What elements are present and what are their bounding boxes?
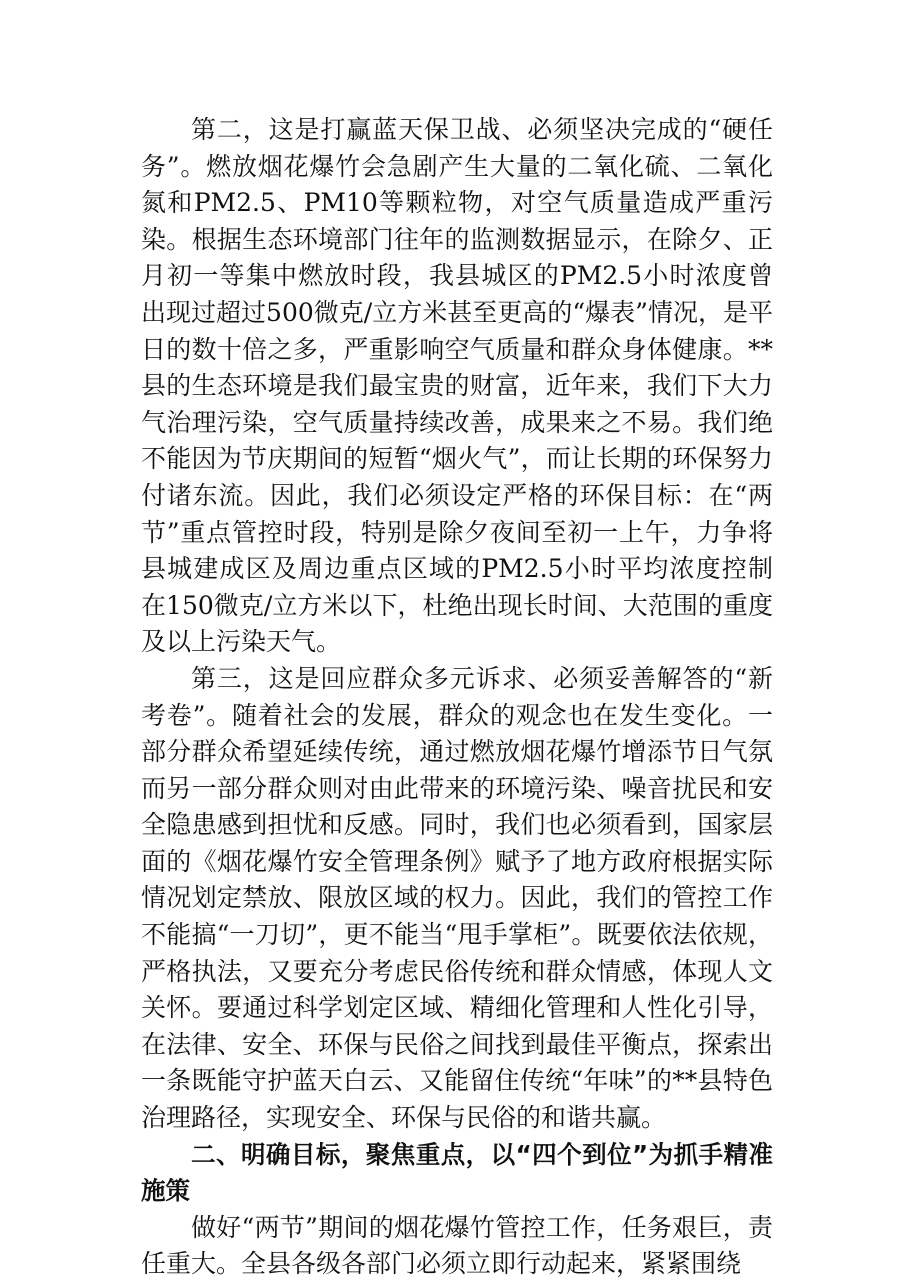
paragraph-section-intro: 做好“两节”期间的烟花爆竹管控工作，任务艰巨，责任重大。全县各级各部门必须立即行动起来，紧紧围绕: [141, 1212, 773, 1279]
section-heading: 二、明确目标，聚焦重点，以“四个到位”为抓手精准施策: [141, 1139, 773, 1206]
paragraph-second-point: 第二，这是打赢蓝天保卫战、必须坚决完成的“硬任务”。燃放烟花爆竹会急剧产生大量的二氧化硫、二氧化氮和PM2.5、PM10等颗粒物，对空气质量造成严重污染。根据生态环境部门往年的监测数据显示，在除夕、正月初一等集中燃放时段，我县城区的PM2.5小时浓度曾出现过超过500微克/立方米甚至更高的“爆表”情况，是平日的数十倍之多，严重影响空气质量和群众身体健康。**县的生态环境是我们最宝贵的财富，近年来，我们下大力气治理污染，空气质量持续改善，成果来之不易。我们绝不能因为节庆期间的短暂“烟火气”，而让长期的环保努力付诸东流。因此，我们必须设定严格的环保目标：在“两节”重点管控时段，特别是除夕夜间至初一上午，力争将县城建成区及周边重点区域的PM2.5小时平均浓度控制在150微克/立方米以下，杜绝出现长时间、大范围的重度及以上污染天气。: [141, 115, 773, 657]
document-page: [141, 112, 773, 1283]
paragraph-third-point: 第三，这是回应群众多元诉求、必须妥善解答的“新考卷”。随着社会的发展，群众的观念也在发生变化。一部分群众希望延续传统，通过燃放烟花爆竹增添节日气氛而另一部分群众则对由此带来的环境污染、噪音扰民和安全隐患感到担忧和反感。同时，我们也必须看到，国家层面的《烟花爆竹安全管理条例》赋予了地方政府根据实际情况划定禁放、限放区域的权力。因此，我们的管控工作不能搞“一刀切”，更不能当“甩手掌柜”。既要依法依规，严格执法，又要充分考虑民俗传统和群众情感，体现人文关怀。要通过科学划定区域、精细化管理和人性化引导，在法律、安全、环保与民俗之间找到最佳平衡点，探索出一条既能守护蓝天白云、又能留住传统“年味”的**县特色治理路径，实现安全、环保与民俗的和谐共赢。: [141, 663, 773, 1133]
